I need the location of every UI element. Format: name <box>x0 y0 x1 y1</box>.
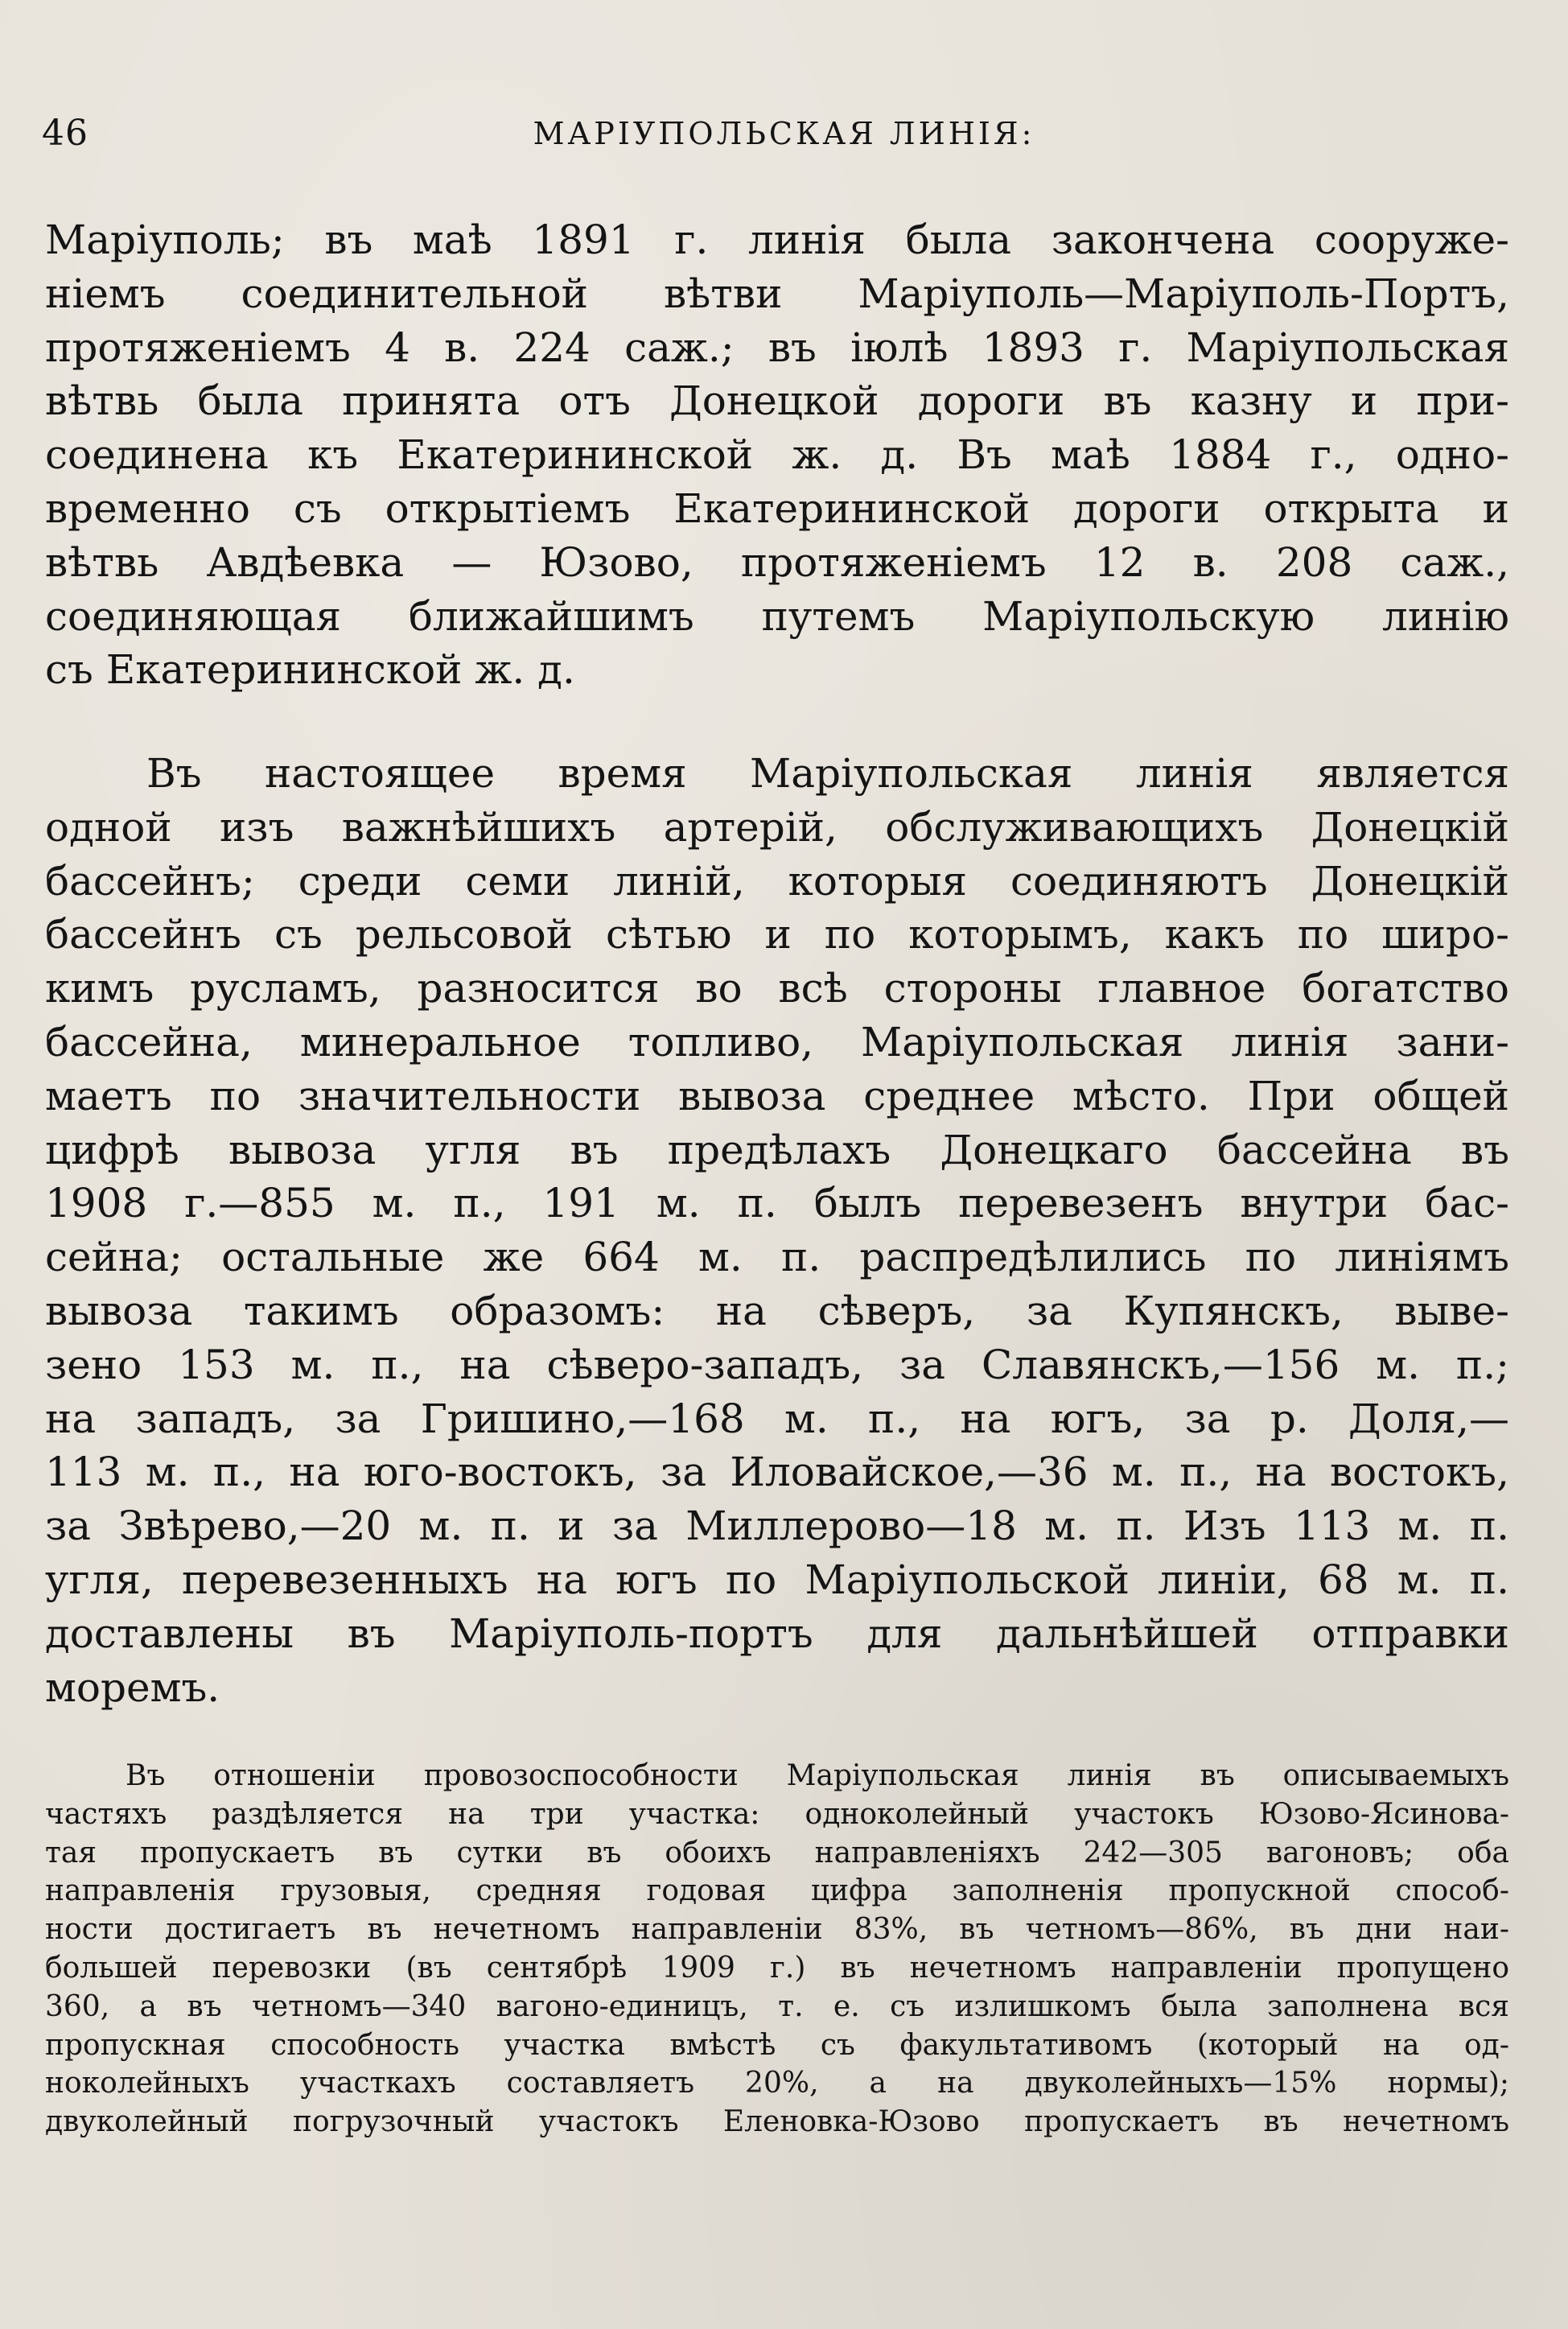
text-line: бассейнъ съ рельсовой сѣтью и по которымъ, какъ по широ- <box>45 911 1509 958</box>
text-line: угля, перевезенныхъ на югъ по Маріупольской линіи, 68 м. п. <box>45 1556 1509 1603</box>
text-line: за Звѣрево,—20 м. п. и за Миллерово—18 м. п. Изъ 113 м. п. <box>45 1503 1509 1550</box>
text-line: 1908 г.—855 м. п., 191 м. п. былъ перевезенъ внутри бас- <box>45 1180 1509 1227</box>
text-line: зено 153 м. п., на сѣверо-западъ, за Славянскъ,—156 м. п.; <box>45 1341 1509 1388</box>
footnote-line: большей перевозки (въ сентябрѣ 1909 г.) въ нечетномъ направленіи пропущено <box>45 1951 1509 1985</box>
paragraph-1 <box>45 213 1509 697</box>
running-title: МАРІУПОЛЬСКАЯ ЛИНІЯ: <box>533 116 1035 151</box>
footnote-line: 360, а въ четномъ—340 вагоно-единицъ, т. е. съ излишкомъ была заполнена вся <box>45 1989 1509 2023</box>
footnote-line: Въ отношеніи провозоспособности Маріупольская линія въ описываемыхъ <box>126 1759 1509 1792</box>
text-line: маетъ по значительности вывоза среднее мѣсто. При общей <box>45 1072 1509 1119</box>
footnote-line: ноколейныхъ участкахъ составляетъ 20%, а на двуколейныхъ—15% нормы); <box>45 2067 1509 2100</box>
running-head <box>42 113 1526 161</box>
text-line: съ Екатерининской ж. д. <box>45 646 575 694</box>
text-line: вѣтвь Авдѣевка — Юзово, протяженіемъ 12 в. 208 саж., <box>45 538 1509 586</box>
text-line: цифрѣ вывоза угля въ предѣлахъ Донецкаго бассейна въ <box>45 1126 1509 1173</box>
footnote-line: тая пропускаетъ въ сутки въ обоихъ направленіяхъ 242—305 вагоновъ; оба <box>45 1836 1509 1869</box>
text-line: 113 м. п., на юго-востокъ, за Иловайское,—36 м. п., на востокъ, <box>45 1449 1509 1496</box>
paragraph-2 <box>45 747 1509 1714</box>
text-line: временно съ открытіемъ Екатерининской дороги открыта и <box>45 484 1509 532</box>
footnote-line: направленія грузовыя, средняя годовая цифра заполненія пропускной способ- <box>45 1874 1509 1908</box>
text-line: вѣтвь была принята отъ Донецкой дороги въ казну и при- <box>45 377 1509 425</box>
footnote-line: частяхъ раздѣляется на три участка: одноколейный участокъ Юзово-Ясинова- <box>45 1797 1509 1831</box>
text-line: ніемъ соединительной вѣтви Маріуполь—Маріуполь-Портъ, <box>45 270 1509 317</box>
text-line: протяженіемъ 4 в. 224 саж.; въ іюлѣ 1893 г. Маріупольская <box>45 324 1509 371</box>
footnote <box>45 1757 1509 2141</box>
text-line: одной изъ важнѣйшихъ артерій, обслуживающихъ Донецкій <box>45 803 1509 851</box>
text-line: кимъ русламъ, разносится во всѣ стороны главное богатство <box>45 965 1509 1012</box>
footnote-line: ности достигаетъ въ нечетномъ направленіи 83%, въ четномъ—86%, въ дни наи- <box>45 1913 1509 1947</box>
text-line: Въ настоящее время Маріупольская линія является <box>146 750 1509 797</box>
text-line: сейна; остальные же 664 м. п. распредѣлились по линіямъ <box>45 1234 1509 1281</box>
footnote-line: пропускная способность участка вмѣстѣ съ факультативомъ (который на од- <box>45 2028 1509 2062</box>
text-line: моремъ. <box>45 1663 220 1711</box>
page-number: 46 <box>42 113 88 154</box>
text-line: на западъ, за Гришино,—168 м. п., на югъ, за р. Доля,— <box>45 1395 1509 1442</box>
text-line: соединяющая ближайшимъ путемъ Маріупольскую линію <box>45 592 1509 640</box>
text-line: вывоза такимъ образомъ: на сѣверъ, за Купянскъ, выве- <box>45 1287 1509 1334</box>
text-line: Маріуполь; въ маѣ 1891 г. линія была закончена сооруже- <box>45 216 1509 263</box>
text-line: соединена къ Екатерининской ж. д. Въ маѣ 1884 г., одно- <box>45 431 1509 479</box>
text-line: бассейна, минеральное топливо, Маріупольская линія зани- <box>45 1018 1509 1066</box>
footnote-line: двуколейный погрузочный участокъ Еленовка-Юзово пропускаетъ въ нечетномъ <box>45 2105 1509 2139</box>
text-line: бассейнъ; среди семи линій, которыя соединяютъ Донецкій <box>45 857 1509 905</box>
text-line: доставлены въ Маріуполь-портъ для дальнѣйшей отправки <box>45 1610 1509 1657</box>
